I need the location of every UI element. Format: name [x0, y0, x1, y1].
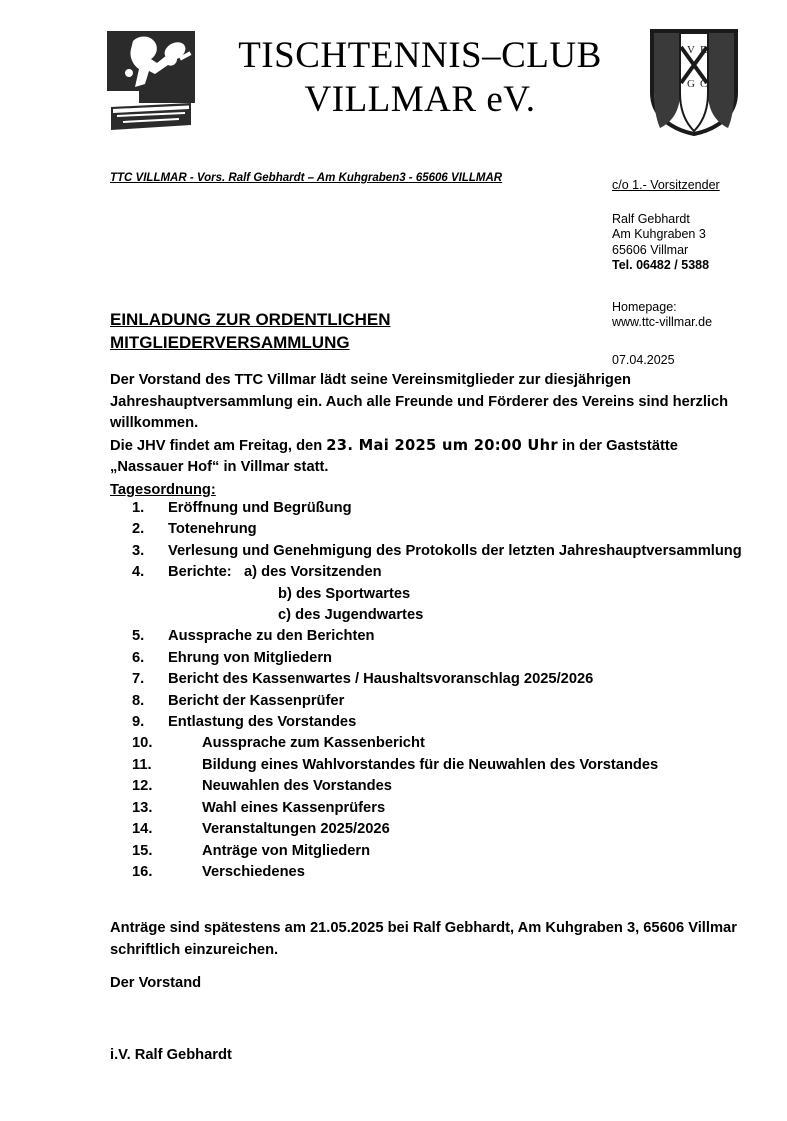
list-item: [110, 712, 770, 733]
contact-address: [612, 212, 787, 274]
agenda-item-number: 8.: [132, 692, 145, 709]
agenda-item-number: 2.: [132, 521, 145, 538]
list-item: [110, 519, 770, 540]
agenda-item-text: Entlastung des Vorstandes: [168, 714, 357, 731]
list-item: [110, 562, 770, 626]
agenda-item-text: Verschiedenes: [202, 863, 305, 880]
agenda-item-number: 14.: [132, 821, 153, 838]
agenda-item-text: Neuwahlen des Vorstandes: [202, 778, 392, 795]
list-item: [110, 648, 770, 669]
list-item: [110, 819, 770, 840]
agenda-item-number: 6.: [132, 649, 145, 666]
agenda-item-text: Anträge von Mitgliedern: [202, 842, 371, 859]
agenda-item-text: Bericht des Kassenwartes / Haushaltsvoranschlag 2025/2026: [168, 671, 594, 688]
svg-text:G: G: [687, 78, 695, 90]
agenda-item-text: Aussprache zu den Berichten: [168, 628, 375, 645]
list-item: [110, 798, 770, 819]
agenda-item-number: 5.: [132, 628, 145, 645]
agenda-item-text: Berichte:: [168, 564, 232, 581]
agenda-item-text: Wahl eines Kassenprüfers: [202, 799, 386, 816]
agenda-item-text: Eröffnung und Begrüßung: [168, 500, 352, 516]
list-item: [110, 498, 770, 519]
list-item: [110, 691, 770, 712]
agenda-item-text: Ehrung von Mitgliedern: [168, 649, 333, 666]
svg-text:R: R: [700, 44, 708, 56]
club-name-line1: TISCHTENNIS–CLUB: [238, 35, 602, 76]
contact-street: Am Kuhgraben 3: [612, 227, 706, 241]
agenda-item-number: 3.: [132, 542, 145, 559]
list-item: [110, 733, 770, 754]
page-title-line1: EINLADUNG ZUR ORDENTLICHEN: [110, 310, 391, 329]
contact-role: c/o 1.- Vorsitzender: [612, 178, 720, 192]
agenda-item-number: 11.: [132, 756, 152, 773]
agenda-item-text: Verlesung und Genehmigung des Protokolls der letzten Jahreshauptversammlung: [168, 542, 742, 559]
agenda-item-text: Bildung eines Wahlvorstandes für die Neuwahlen des Vorstandes: [202, 756, 659, 773]
intro-paragraph-2: [110, 435, 750, 479]
agenda-item-number: 9.: [132, 714, 145, 731]
signature-person: i.V. Ralf Gebhardt: [110, 1047, 232, 1063]
agenda-item-number: 16.: [132, 863, 153, 880]
homepage-url[interactable]: www.ttc-villmar.de: [612, 315, 713, 329]
table-tennis-player-logo: [105, 29, 197, 134]
homepage-block: [612, 300, 787, 331]
agenda-subitem-c: c) des Jugendwartes: [278, 607, 424, 624]
agenda-item-number: 12.: [132, 778, 153, 795]
signature-organization: Der Vorstand: [110, 975, 202, 991]
list-item: [110, 626, 770, 647]
agenda-item-number: 10.: [132, 735, 153, 752]
contact-name: Ralf Gebhardt: [612, 211, 690, 226]
svg-text:V: V: [687, 44, 695, 56]
meeting-datetime: 23. Mai 2025 um 20:00 Uhr: [326, 436, 558, 454]
closing-paragraph: Anträge sind spätestens am 21.05.2025 bei Ralf Gebhardt, Am Kuhgraben 3, 65606 Villmar schriftlich einzureichen.: [110, 920, 737, 958]
agenda-subitem-b: b) des Sportwartes: [278, 585, 411, 602]
list-item: [110, 862, 770, 883]
sender-address-line: TTC VILLMAR - Vors. Ralf Gebhardt – Am Kuhgraben3 - 65606 VILLMAR: [110, 172, 503, 184]
agenda-list: [110, 498, 770, 883]
agenda-item-number: 4.: [132, 564, 145, 581]
agenda-item-number: 13.: [132, 799, 153, 816]
club-name-line2: VILLMAR eV.: [304, 79, 536, 120]
list-item: [110, 755, 770, 776]
contact-phone: Tel. 06482 / 5388: [612, 258, 710, 272]
agenda-item-text: Totenehrung: [168, 521, 257, 538]
page-title-line2: MITGLIEDERVERSAMMLUNG: [110, 333, 350, 352]
letterhead: [0, 24, 787, 142]
villmar-coat-of-arms-logo: [648, 27, 740, 137]
list-item: [110, 841, 770, 862]
letter-date: 07.04.2025: [612, 352, 675, 367]
agenda-item-text: Bericht der Kassenprüfer: [168, 692, 345, 709]
page-title: [110, 308, 610, 354]
agenda-item-number: 1.: [132, 500, 145, 516]
agenda-heading: Tagesordnung:: [110, 482, 216, 498]
agenda-item-number: 15.: [132, 842, 153, 859]
agenda-subitem-a: a) des Vorsitzenden: [244, 564, 382, 581]
agenda-item-number: 7.: [132, 671, 145, 688]
agenda-item-text: Veranstaltungen 2025/2026: [202, 821, 390, 838]
intro-para2-pre: Die JHV findet am Freitag, den: [110, 437, 327, 454]
intro-text: [110, 370, 750, 479]
contact-city: 65606 Villmar: [612, 242, 689, 257]
homepage-label: Homepage:: [612, 299, 677, 314]
club-name: [200, 34, 640, 122]
list-item: [110, 669, 770, 690]
intro-paragraph-1: Der Vorstand des TTC Villmar lädt seine Vereinsmitglieder zur diesjährigen Jahreshauptversammlung ein. Auch alle Freunde und Förderer des Vereins sind herzlich willkommen.: [110, 372, 729, 431]
contact-block: [612, 178, 787, 368]
list-item: [110, 776, 770, 797]
intro-para2-post: in der Gaststätte „Nassauer Hof“ in Villmar statt.: [110, 437, 678, 475]
agenda-item-text: Aussprache zum Kassenbericht: [202, 735, 425, 752]
svg-text:C: C: [700, 78, 708, 90]
list-item: [110, 541, 770, 562]
